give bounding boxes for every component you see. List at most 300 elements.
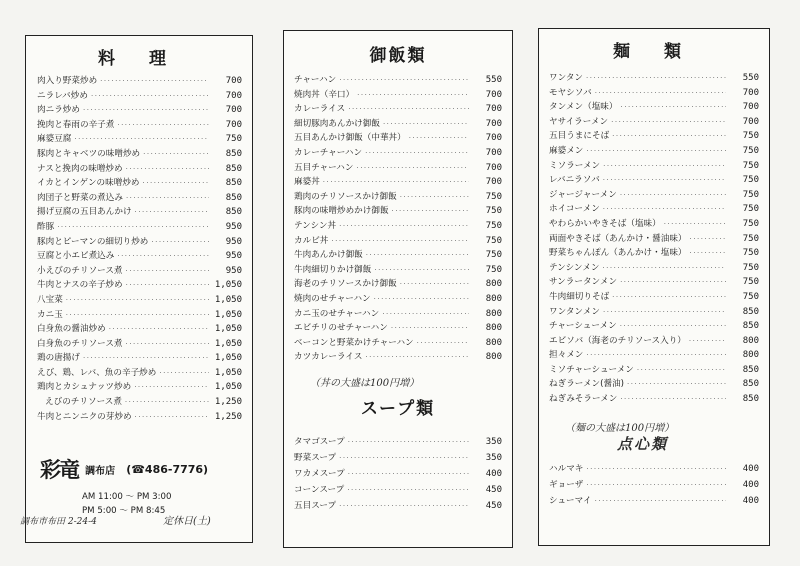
menu-item-name: ねぎラーメン(醤油) (549, 379, 625, 390)
menu-item-price: 1,050 (214, 367, 242, 378)
dot-leader (339, 498, 469, 514)
menu-item (549, 392, 759, 407)
dot-leader (637, 363, 726, 378)
menu-item-name: 豚肉とピーマンの細切り炒め (37, 236, 149, 247)
menu-item-price: 700 (742, 102, 759, 113)
menu-item (294, 175, 502, 190)
menu-item-name: テンシン丼 (294, 220, 337, 231)
menu-item-name: 豚肉の味噌炒めかけ御飯 (294, 206, 389, 217)
dot-leader (366, 248, 469, 263)
menu-item-name: 挽肉と春雨の辛子煮 (37, 119, 115, 130)
menu-item-name: タンメン（塩味） (549, 102, 618, 113)
menu-item-name: チャーシューメン (549, 321, 617, 332)
menu-item (549, 129, 759, 144)
menu-item-price: 950 (225, 221, 242, 232)
menu-item (549, 115, 759, 130)
menu-item (294, 450, 502, 466)
menu-item (294, 102, 502, 117)
menu-item (294, 336, 502, 351)
dot-leader (109, 322, 209, 337)
dot-leader (603, 202, 726, 217)
menu-item-name: ギョーザ (549, 480, 584, 490)
menu-item-price: 700 (485, 104, 502, 115)
menu-item-name: ジャージャーメン (549, 189, 617, 200)
menu-item (549, 290, 759, 305)
menu-item (549, 477, 759, 493)
ryori-section-title: 料 理 (98, 49, 180, 69)
menu-item-name: 野菜スープ (294, 453, 337, 463)
menu-item (37, 278, 242, 293)
menu-item (294, 131, 502, 146)
menu-item (294, 248, 502, 263)
menu-item (549, 188, 759, 203)
dimsum-menu-list (549, 461, 759, 509)
dot-leader (612, 290, 726, 305)
dot-leader (690, 246, 726, 261)
menu-item-price: 700 (485, 133, 502, 144)
ryori-panel (25, 35, 253, 543)
menu-item-price: 800 (485, 279, 502, 290)
menu-item-price: 850 (225, 178, 242, 189)
menu-item-price: 400 (742, 464, 759, 474)
menu-item-name: 五目あんかけ御飯（中華丼） (294, 133, 406, 144)
dot-leader (400, 277, 469, 292)
menu-item (294, 482, 502, 498)
menu-item-name: ミソラーメン (549, 160, 601, 171)
menu-item-price: 950 (225, 265, 242, 276)
shop-phone: (☎486-7776) (126, 462, 209, 476)
dot-leader (323, 175, 469, 190)
holiday-note: 定休日(土) (163, 516, 211, 527)
menu-item (294, 219, 502, 234)
menu-item (294, 321, 502, 336)
menu-item-price: 700 (485, 177, 502, 188)
menu-item-name: カルビ丼 (294, 235, 329, 246)
menu-item-price: 950 (225, 236, 242, 247)
dot-leader (586, 71, 726, 86)
menu-item-price: 750 (742, 218, 759, 229)
menu-item (549, 86, 759, 101)
menu-item (37, 118, 242, 133)
dot-leader (603, 159, 726, 174)
dot-leader (383, 117, 469, 132)
menu-item (294, 263, 502, 278)
menu-item-name: 麻婆丼 (294, 177, 320, 188)
dot-leader (126, 264, 209, 279)
menu-item (37, 191, 242, 206)
dot-leader (586, 461, 726, 477)
dot-leader (100, 74, 209, 89)
menu-item-name: ベーコンと野菜かけチャーハン (294, 337, 414, 348)
menu-item (37, 74, 242, 89)
menu-item-price: 800 (742, 350, 759, 361)
menu-item (294, 146, 502, 161)
menu-item (294, 277, 502, 292)
dot-leader (621, 100, 727, 115)
menu-item-name: 牛肉あんかけ御飯 (294, 250, 363, 261)
menu-item-name: 肉ニラ炒め (37, 105, 80, 116)
menu-item (549, 363, 759, 378)
menu-item-price: 350 (485, 437, 502, 447)
menu-item-price: 850 (225, 207, 242, 218)
menu-item-price: 1,050 (214, 324, 242, 335)
menu-item-price: 750 (742, 175, 759, 186)
dot-leader (126, 337, 209, 352)
menu-item-name: 鶏の唐揚げ (37, 353, 80, 364)
men-panel (538, 28, 770, 546)
dot-leader (91, 89, 209, 104)
menu-item (549, 319, 759, 334)
dot-leader (83, 103, 209, 118)
menu-item-name: 焼肉のせチャーハン (294, 293, 371, 304)
menu-item-name: 麻婆豆腐 (37, 134, 72, 145)
menu-item-price: 750 (485, 191, 502, 202)
dot-leader (620, 275, 726, 290)
dot-leader (586, 348, 726, 363)
dot-leader (159, 366, 209, 381)
hours-am: AM 11:00 ～ PM 3:00 (82, 492, 172, 502)
dot-leader (117, 118, 209, 133)
menu-item-price: 750 (742, 233, 759, 244)
menu-item-price: 950 (225, 251, 242, 262)
shop-branch: 調布店 (85, 465, 116, 477)
menu-item (549, 334, 759, 349)
menu-item-name: 五目チャーハン (294, 162, 354, 173)
menu-item-price: 850 (225, 148, 242, 159)
menu-item-price: 1,050 (214, 338, 242, 349)
menu-item-name: ワカメスープ (294, 469, 345, 479)
menu-item-name: カツカレーライス (294, 352, 363, 363)
menu-item-name: レバニラソバ (549, 175, 600, 186)
menu-item (37, 308, 242, 323)
menu-item-name: ワンタンメン (549, 306, 600, 317)
menu-item-name: 豚肉とキャベツの味噌炒め (37, 148, 141, 159)
dot-leader (126, 191, 209, 206)
rice-large-note: （丼の大盛は100円増） (310, 378, 420, 389)
noodle-large-note: （麺の大盛は100円増） (565, 423, 675, 434)
dot-leader (117, 249, 209, 264)
menu-item-price: 850 (742, 321, 759, 332)
menu-item-name: 牛肉細切りかけ御飯 (294, 264, 372, 275)
dot-leader (586, 144, 726, 159)
menu-item-price: 850 (225, 163, 242, 174)
menu-item-name: 鶏肉とカシュナッツ炒め (37, 382, 132, 393)
menu-item (549, 217, 759, 232)
menu-item-name: ミソチャーシューメン (549, 364, 634, 375)
menu-item-price: 750 (742, 189, 759, 200)
menu-item-name: 酢豚 (37, 221, 55, 232)
menu-item-name: 麻婆メン (549, 145, 584, 156)
dot-leader (620, 188, 726, 203)
dot-leader (595, 493, 726, 509)
menu-item-name: チャーハン (294, 75, 337, 85)
dot-leader (135, 205, 209, 220)
menu-item-price: 1,050 (214, 280, 242, 291)
menu-item (549, 246, 759, 261)
menu-item-price: 800 (485, 293, 502, 304)
menu-item (294, 88, 502, 103)
menu-item-price: 850 (742, 306, 759, 317)
menu-item-price: 700 (485, 89, 502, 100)
menu-item-price: 800 (485, 308, 502, 319)
gohan-panel (283, 30, 513, 548)
menu-item-name: 海老のチリソースかけ御飯 (294, 279, 397, 290)
dot-leader (66, 308, 209, 323)
menu-item (37, 264, 242, 279)
menu-item-price: 1,250 (214, 411, 242, 422)
menu-item-price: 750 (485, 250, 502, 261)
menu-item-name: 五目うまにそば (549, 131, 610, 142)
dot-leader (57, 220, 209, 235)
menu-item-name: やわらかいやきそば（塩味） (549, 218, 661, 229)
menu-item (549, 275, 759, 290)
dot-leader (586, 477, 726, 493)
menu-item (549, 232, 759, 247)
menu-item (294, 307, 502, 322)
menu-item (37, 249, 242, 264)
menu-item-price: 550 (485, 75, 502, 85)
dot-leader (348, 466, 469, 482)
dot-leader (66, 293, 209, 308)
menu-item (37, 103, 242, 118)
menu-item (294, 190, 502, 205)
menu-item-name: 白身魚のチリソース煮 (37, 338, 123, 349)
menu-item-price: 850 (742, 379, 759, 390)
menu-item-name: 揚げ豆腐の五目あんかけ (37, 207, 132, 218)
menu-item-name: えび、鶏、レバ、魚の辛子炒め (37, 367, 157, 378)
dot-leader (374, 292, 469, 307)
menu-item (294, 117, 502, 132)
menu-item-price: 1,050 (214, 309, 242, 320)
menu-item-price: 700 (742, 87, 759, 98)
menu-item (37, 205, 242, 220)
gohan-section-title: 御飯類 (369, 46, 427, 66)
menu-item-price: 750 (742, 131, 759, 142)
menu-item-price: 550 (742, 73, 759, 83)
menu-item-price: 850 (225, 192, 242, 203)
menu-item-price: 750 (485, 206, 502, 217)
dot-leader (143, 176, 209, 191)
menu-item-price: 450 (485, 485, 502, 495)
dot-leader (365, 350, 469, 365)
menu-item (37, 410, 242, 425)
menu-item-price: 750 (742, 291, 759, 302)
menu-item-price: 1,050 (214, 382, 242, 393)
dot-leader (348, 102, 469, 117)
dot-leader (151, 235, 209, 250)
menu-item (37, 366, 242, 381)
menu-item-price: 750 (485, 220, 502, 231)
menu-item-price: 1,250 (214, 397, 242, 408)
dot-leader (126, 278, 209, 293)
gohan-menu-list (294, 73, 502, 365)
ryori-menu-list (37, 74, 242, 424)
dot-leader (400, 190, 469, 205)
menu-item-price: 750 (742, 160, 759, 171)
menu-item-name: タマゴスープ (294, 437, 345, 447)
menu-item-price: 1,050 (214, 294, 242, 305)
dot-leader (348, 434, 469, 450)
dot-leader (391, 321, 469, 336)
dot-leader (339, 73, 469, 88)
menu-item (37, 176, 242, 191)
address-note: 調布市布田 2-24-4 (20, 517, 97, 527)
menu-item-price: 700 (225, 90, 242, 101)
menu-item (549, 202, 759, 217)
menu-item (294, 498, 502, 514)
soup-menu-list (294, 434, 502, 514)
menu-item (37, 235, 242, 250)
menu-item (37, 162, 242, 177)
menu-item-name: ヤサイラーメン (549, 116, 609, 127)
dot-leader (143, 147, 209, 162)
menu-item-name: 牛肉とナスの辛子炒め (37, 280, 123, 291)
menu-item-name: 牛肉細切りそば (549, 291, 610, 302)
shop-logo: 彩竜 (40, 457, 78, 482)
menu-item-price: 750 (742, 262, 759, 273)
menu-item-price: 700 (485, 162, 502, 173)
menu-item (549, 377, 759, 392)
menu-item-name: 肉団子と野菜の煮込み (37, 192, 123, 203)
dot-leader (347, 482, 469, 498)
dot-leader (612, 129, 726, 144)
menu-item (294, 234, 502, 249)
dot-leader (603, 305, 726, 320)
menu-item-name: ニラレバ炒め (37, 90, 88, 101)
menu-item-price: 750 (485, 264, 502, 275)
menu-item (37, 337, 242, 352)
menu-item (549, 71, 759, 86)
menu-item (37, 380, 242, 395)
dot-leader (595, 86, 726, 101)
dot-leader (339, 450, 469, 466)
dot-leader (689, 334, 726, 349)
menu-item-name: カレーライス (294, 104, 346, 115)
menu-item-name: コーンスープ (294, 485, 345, 495)
menu-item-price: 750 (225, 134, 242, 145)
menu-item-name: 白身魚の醤油炒め (37, 324, 106, 335)
menu-item-price: 450 (485, 501, 502, 511)
menu-item-price: 400 (485, 469, 502, 479)
menu-item-name: ワンタン (549, 73, 584, 83)
menu-item (37, 89, 242, 104)
menu-item (549, 261, 759, 276)
menu-item-name: 焼肉丼（辛口） (294, 89, 355, 100)
dimsum-section-title: 点心類 (617, 435, 669, 453)
menu-item (294, 204, 502, 219)
menu-item (37, 395, 242, 410)
menu-item-name: 五目スープ (294, 501, 337, 511)
menu-item (294, 466, 502, 482)
menu-item-name: 小えびのチリソース煮 (37, 265, 123, 276)
dot-leader (135, 410, 209, 425)
menu-item-price: 800 (485, 337, 502, 348)
menu-item-name: 鶏肉のチリソースかけ御飯 (294, 191, 397, 202)
menu-item-name: ねぎみそラーメン (549, 394, 618, 405)
dot-leader (627, 377, 726, 392)
menu-item-name: えびのチリソース煮 (45, 397, 122, 408)
dot-leader (125, 395, 209, 410)
menu-item-name: エビチリのせチャーハン (294, 323, 388, 334)
dot-leader (382, 307, 469, 322)
shop-info (40, 454, 245, 518)
dot-leader (74, 132, 209, 147)
menu-item-name: テンシンメン (549, 262, 600, 273)
menu-item-name: モヤシソバ (549, 87, 592, 98)
hours-pm: PM 5:00 ～ PM 8:45 (82, 506, 166, 516)
menu-item-price: 350 (485, 453, 502, 463)
menu-item-price: 1,050 (214, 353, 242, 364)
dot-leader (134, 380, 209, 395)
menu-item-price: 750 (485, 235, 502, 246)
dot-leader (357, 88, 469, 103)
menu-item (37, 322, 242, 337)
menu-item-name: サンラータンメン (549, 277, 618, 288)
menu-item-name: 担々メン (549, 350, 584, 361)
menu-item-name: 両面やきそば（あんかけ・醤油味） (549, 233, 687, 244)
menu-item (549, 348, 759, 363)
menu-item-name: ハルマキ (549, 464, 584, 474)
menu-item-price: 700 (225, 119, 242, 130)
menu-item (294, 292, 502, 307)
men-menu-list (549, 71, 759, 407)
menu-item-price: 700 (485, 118, 502, 129)
menu-item (549, 305, 759, 320)
dot-leader (374, 263, 469, 278)
menu-item-name: イカとインゲンの味噌炒め (37, 178, 140, 189)
dot-leader (611, 115, 726, 130)
menu-item (549, 100, 759, 115)
menu-item (549, 461, 759, 477)
menu-item (37, 132, 242, 147)
menu-item (549, 173, 759, 188)
menu-item-price: 800 (742, 335, 759, 346)
menu-item-name: ナスと挽肉の味噌炒め (37, 163, 123, 174)
menu-item-name: 豆腐と小エビ煮込み (37, 251, 115, 262)
menu-item-price: 700 (225, 76, 242, 86)
menu-item-price: 700 (742, 116, 759, 127)
menu-item-price: 850 (742, 394, 759, 405)
dot-leader (331, 234, 469, 249)
soup-section-title: スープ類 (360, 399, 436, 419)
menu-item (549, 144, 759, 159)
men-section-title: 麺 類 (613, 42, 695, 62)
menu-item (294, 434, 502, 450)
menu-item-price: 700 (485, 147, 502, 158)
menu-item-price: 800 (485, 352, 502, 363)
dot-leader (417, 336, 469, 351)
dot-leader (409, 131, 469, 146)
menu-item-name: 細切豚肉あんかけ御飯 (294, 118, 380, 129)
menu-item-price: 400 (742, 496, 759, 506)
dot-leader (339, 219, 469, 234)
menu-item (294, 73, 502, 88)
menu-item (549, 159, 759, 174)
menu-item-price: 750 (742, 248, 759, 259)
menu-item (37, 147, 242, 162)
dot-leader (620, 392, 726, 407)
menu-item-price: 800 (485, 323, 502, 334)
menu-item-name: 八宝菜 (37, 294, 63, 305)
menu-item (549, 493, 759, 509)
dot-leader (602, 261, 726, 276)
dot-leader (392, 204, 469, 219)
menu-item-name: 牛肉とニンニクの芽炒め (37, 411, 132, 422)
dot-leader (664, 217, 726, 232)
dot-leader (365, 146, 469, 161)
menu-item-price: 750 (742, 145, 759, 156)
menu-item (294, 161, 502, 176)
